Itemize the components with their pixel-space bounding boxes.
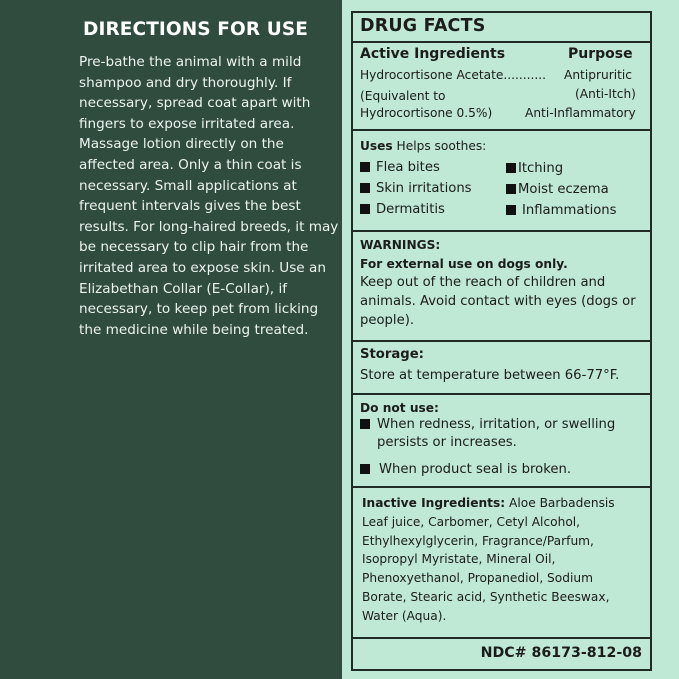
bullet-square-icon: [506, 205, 516, 215]
active-ingredient-strength: Hydrocortisone 0.5%): [360, 106, 493, 120]
bullet-square-icon: [360, 162, 370, 172]
inactive-ingredients-line: Inactive Ingredients: Aloe Barbadensis: [362, 496, 615, 510]
do-not-use-item: When redness, irritation, or swelling: [360, 417, 615, 432]
uses-item: Flea bites: [360, 160, 440, 175]
warnings-section: [353, 232, 650, 342]
bullet-square-icon: [360, 419, 370, 429]
uses-label: Uses: [360, 139, 393, 153]
warnings-heading: WARNINGS:: [360, 238, 441, 252]
uses-item: Dermatitis: [360, 202, 445, 217]
uses-item: Moist eczema: [506, 182, 609, 197]
do-not-use-item: When product seal is broken.: [360, 462, 571, 477]
warnings-external-use: For external use on dogs only.: [360, 257, 568, 271]
bullet-square-icon: [360, 464, 370, 474]
do-not-use-section: [353, 395, 650, 488]
inactive-ingredients-label: Inactive Ingredients:: [362, 496, 506, 510]
inactive-ingredients-section: [353, 488, 650, 639]
inactive-ingredients-line: Phenoxyethanol, Propanediol, Sodium: [362, 571, 593, 585]
inactive-ingredients-line: Borate, Stearic acid, Synthetic Beeswax,: [362, 590, 610, 604]
warnings-line: Keep out of the reach of children and: [360, 275, 606, 290]
bullet-square-icon: [360, 183, 370, 193]
inactive-ingredients-line: Ethylhexylglycerin, Fragrance/Parfum,: [362, 534, 594, 548]
ndc-section: [353, 639, 650, 669]
storage-text: Store at temperature between 66-77°F.: [360, 368, 620, 383]
purpose-anti-itch: (Anti-Itch): [575, 87, 636, 101]
drug-facts-header: [353, 13, 650, 43]
do-not-use-item-continued: persists or increases.: [377, 435, 517, 450]
inactive-ingredients-line: Leaf juice, Carbomer, Cetyl Alcohol,: [362, 515, 581, 529]
uses-heading: [360, 139, 486, 153]
directions-title: DIRECTIONS FOR USE: [83, 19, 309, 40]
inactive-ingredients-line: Water (Aqua).: [362, 609, 447, 623]
uses-intro: Helps soothes:: [392, 139, 487, 153]
uses-item: Skin irritations: [360, 181, 472, 196]
purpose-anti-inflammatory: Anti-Inflammatory: [525, 106, 636, 120]
drug-facts-box: [351, 11, 652, 671]
active-ingredient-equivalent: (Equivalent to: [360, 89, 446, 103]
storage-heading: Storage:: [360, 347, 424, 362]
storage-section: [353, 342, 650, 395]
inactive-ingredients-line: Isopropyl Myristate, Mineral Oil,: [362, 552, 556, 566]
bullet-square-icon: [506, 163, 516, 173]
purpose-heading: Purpose: [568, 46, 633, 62]
directions-text: Pre-bathe the animal with a mild shampoo and dry thoroughly. If necessary, spread coat apart with fingers to expose irritated area. Massage lotion directly on the affected area. Only a thin coat is necessary. Small applications at frequent intervals gives the best results. For long-haired breeds, it may be necessary to clip hair from the irritated area to expose skin. Use an Elizabethan Collar (E-Collar), if necessary, to keep pet from licking the medicine while being treated.: [79, 54, 339, 338]
active-ingredient-name: Hydrocortisone Acetate...........: [360, 68, 547, 82]
uses-item: Inflammations: [506, 203, 617, 218]
drug-facts-title: DRUG FACTS: [360, 16, 486, 36]
warnings-line: people).: [360, 313, 415, 328]
warnings-line: animals. Avoid contact with eyes (dogs or: [360, 294, 636, 309]
do-not-use-heading: Do not use:: [360, 401, 439, 415]
uses-item: Itching: [506, 161, 563, 176]
active-ingredients-section: [353, 43, 650, 131]
ndc-number: NDC# 86173-812-08: [480, 645, 642, 661]
bullet-square-icon: [506, 184, 516, 194]
drug-facts-panel: [342, 0, 679, 679]
active-ingredients-heading: Active Ingredients: [360, 46, 506, 62]
bullet-square-icon: [360, 204, 370, 214]
uses-section: [353, 131, 650, 232]
purpose-antipruritic: Antipruritic: [564, 68, 632, 82]
